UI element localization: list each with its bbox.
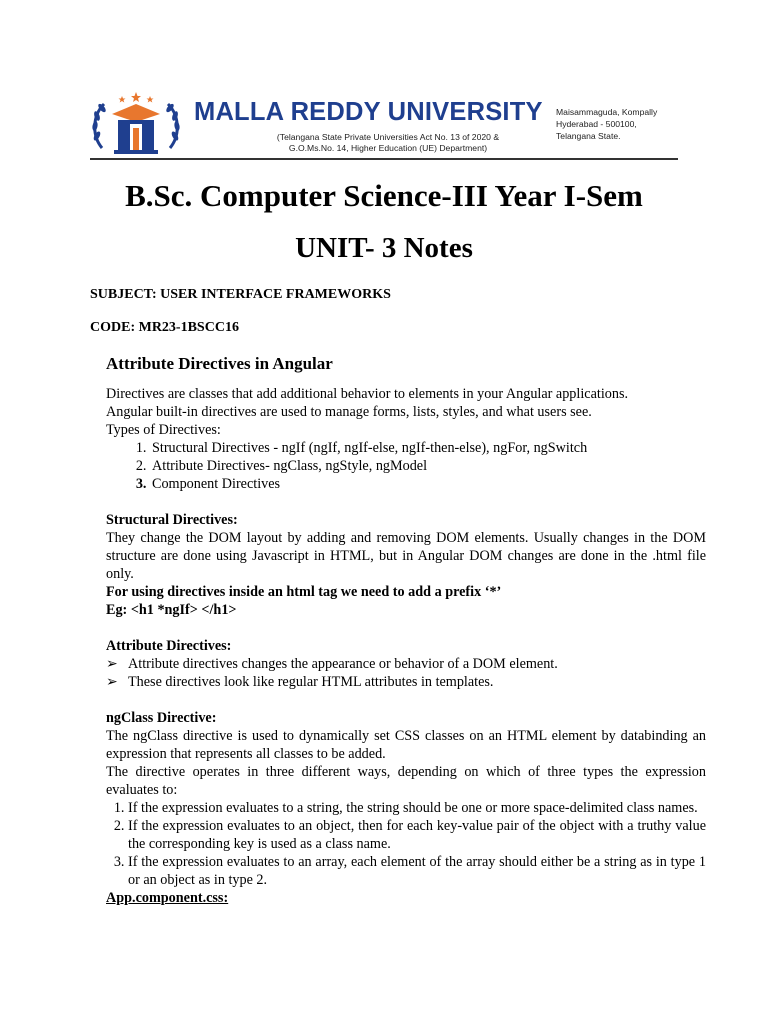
university-name: MALLA REDDY UNIVERSITY (194, 98, 543, 126)
css-file-label: App.component.css: (106, 890, 229, 906)
structural-body: They change the DOM layout by adding and removing DOM elements. Usually changes in the DOM structure are done using Javascript in HTML, but in Angular DOM changes are done in the .html file only. (106, 530, 706, 582)
list-item: 3. Component Directives (150, 475, 706, 493)
header-divider (90, 158, 678, 160)
act-note-line-1: (Telangana State Private Universities Act No. 13 of 2020 & (276, 132, 500, 142)
ngclass-modes-list (106, 799, 706, 889)
act-note-line-2: G.O.Ms.No. 14, Higher Education (UE) Department) (288, 143, 488, 153)
list-item (106, 673, 706, 691)
structural-heading: Structural Directives: (106, 512, 238, 528)
intro-line-2: Angular built-in directives are used to manage forms, lists, styles, and what users see. (106, 404, 592, 420)
ngclass-heading: ngClass Directive: (106, 710, 217, 726)
university-address (556, 106, 657, 142)
list-item: 3. If the expression evaluates to an array, each element of the array should either be a string as in type 1 or an object as in type 2. (128, 853, 706, 889)
list-item: 2. Attribute Directives- ngClass, ngStyle, ngModel (150, 457, 706, 475)
document-title: B.Sc. Computer Science-III Year I-Sem (125, 178, 643, 213)
address-line-2: Hyderabad - 500100, (556, 119, 637, 129)
code-line: CODE: MR23-1BSCC16 (90, 320, 239, 335)
attribute-bullets (106, 655, 706, 691)
list-item: 2. If the expression evaluates to an object, then for each key-value pair of the object with a truthy value the corresponding key is used as a class name. (128, 817, 706, 853)
address-line-3: Telangana State. (556, 131, 621, 141)
types-label: Types of Directives: (106, 422, 221, 438)
notes-body (106, 353, 706, 907)
bullet-text: Attribute directives changes the appearance or behavior of a DOM element. (128, 656, 558, 672)
intro-line-1: Directives are classes that add additional behavior to elements in your Angular applications. (106, 386, 629, 402)
list-item: 1. Structural Directives - ngIf (ngIf, ngIf-else, ngIf-then-else), ngFor, ngSwitch (150, 439, 706, 457)
structural-prefix-note: For using directives inside an html tag we need to add a prefix ‘*’ (106, 584, 502, 600)
subject-line: SUBJECT: USER INTERFACE FRAMEWORKS (90, 287, 391, 302)
letterhead (88, 92, 680, 162)
structural-example: Eg: <h1 *ngIf> </h1> (106, 602, 237, 618)
university-logo-icon (88, 92, 184, 158)
address-line-1: Maisammaguda, Kompally (556, 107, 658, 117)
arrow-bullet-icon: ➢ (106, 674, 118, 690)
list-item: 1. If the expression evaluates to a string, the string should be one or more space-delimited class names. (128, 799, 706, 817)
ngclass-para-2: The directive operates in three different ways, depending on which of three types the expression evaluates to: (106, 764, 706, 798)
arrow-bullet-icon: ➢ (106, 656, 118, 672)
university-act-note (238, 132, 538, 154)
directive-types-list (106, 439, 706, 493)
ngclass-para-1: The ngClass directive is used to dynamically set CSS classes on an HTML element by databinding an expression that represents all classes to be added. (106, 728, 706, 762)
bullet-text: These directives look like regular HTML attributes in templates. (128, 674, 494, 690)
attribute-heading: Attribute Directives: (106, 638, 232, 654)
unit-title: UNIT- 3 Notes (295, 232, 473, 264)
section-heading: Attribute Directives in Angular (106, 354, 333, 373)
list-item (106, 655, 706, 673)
